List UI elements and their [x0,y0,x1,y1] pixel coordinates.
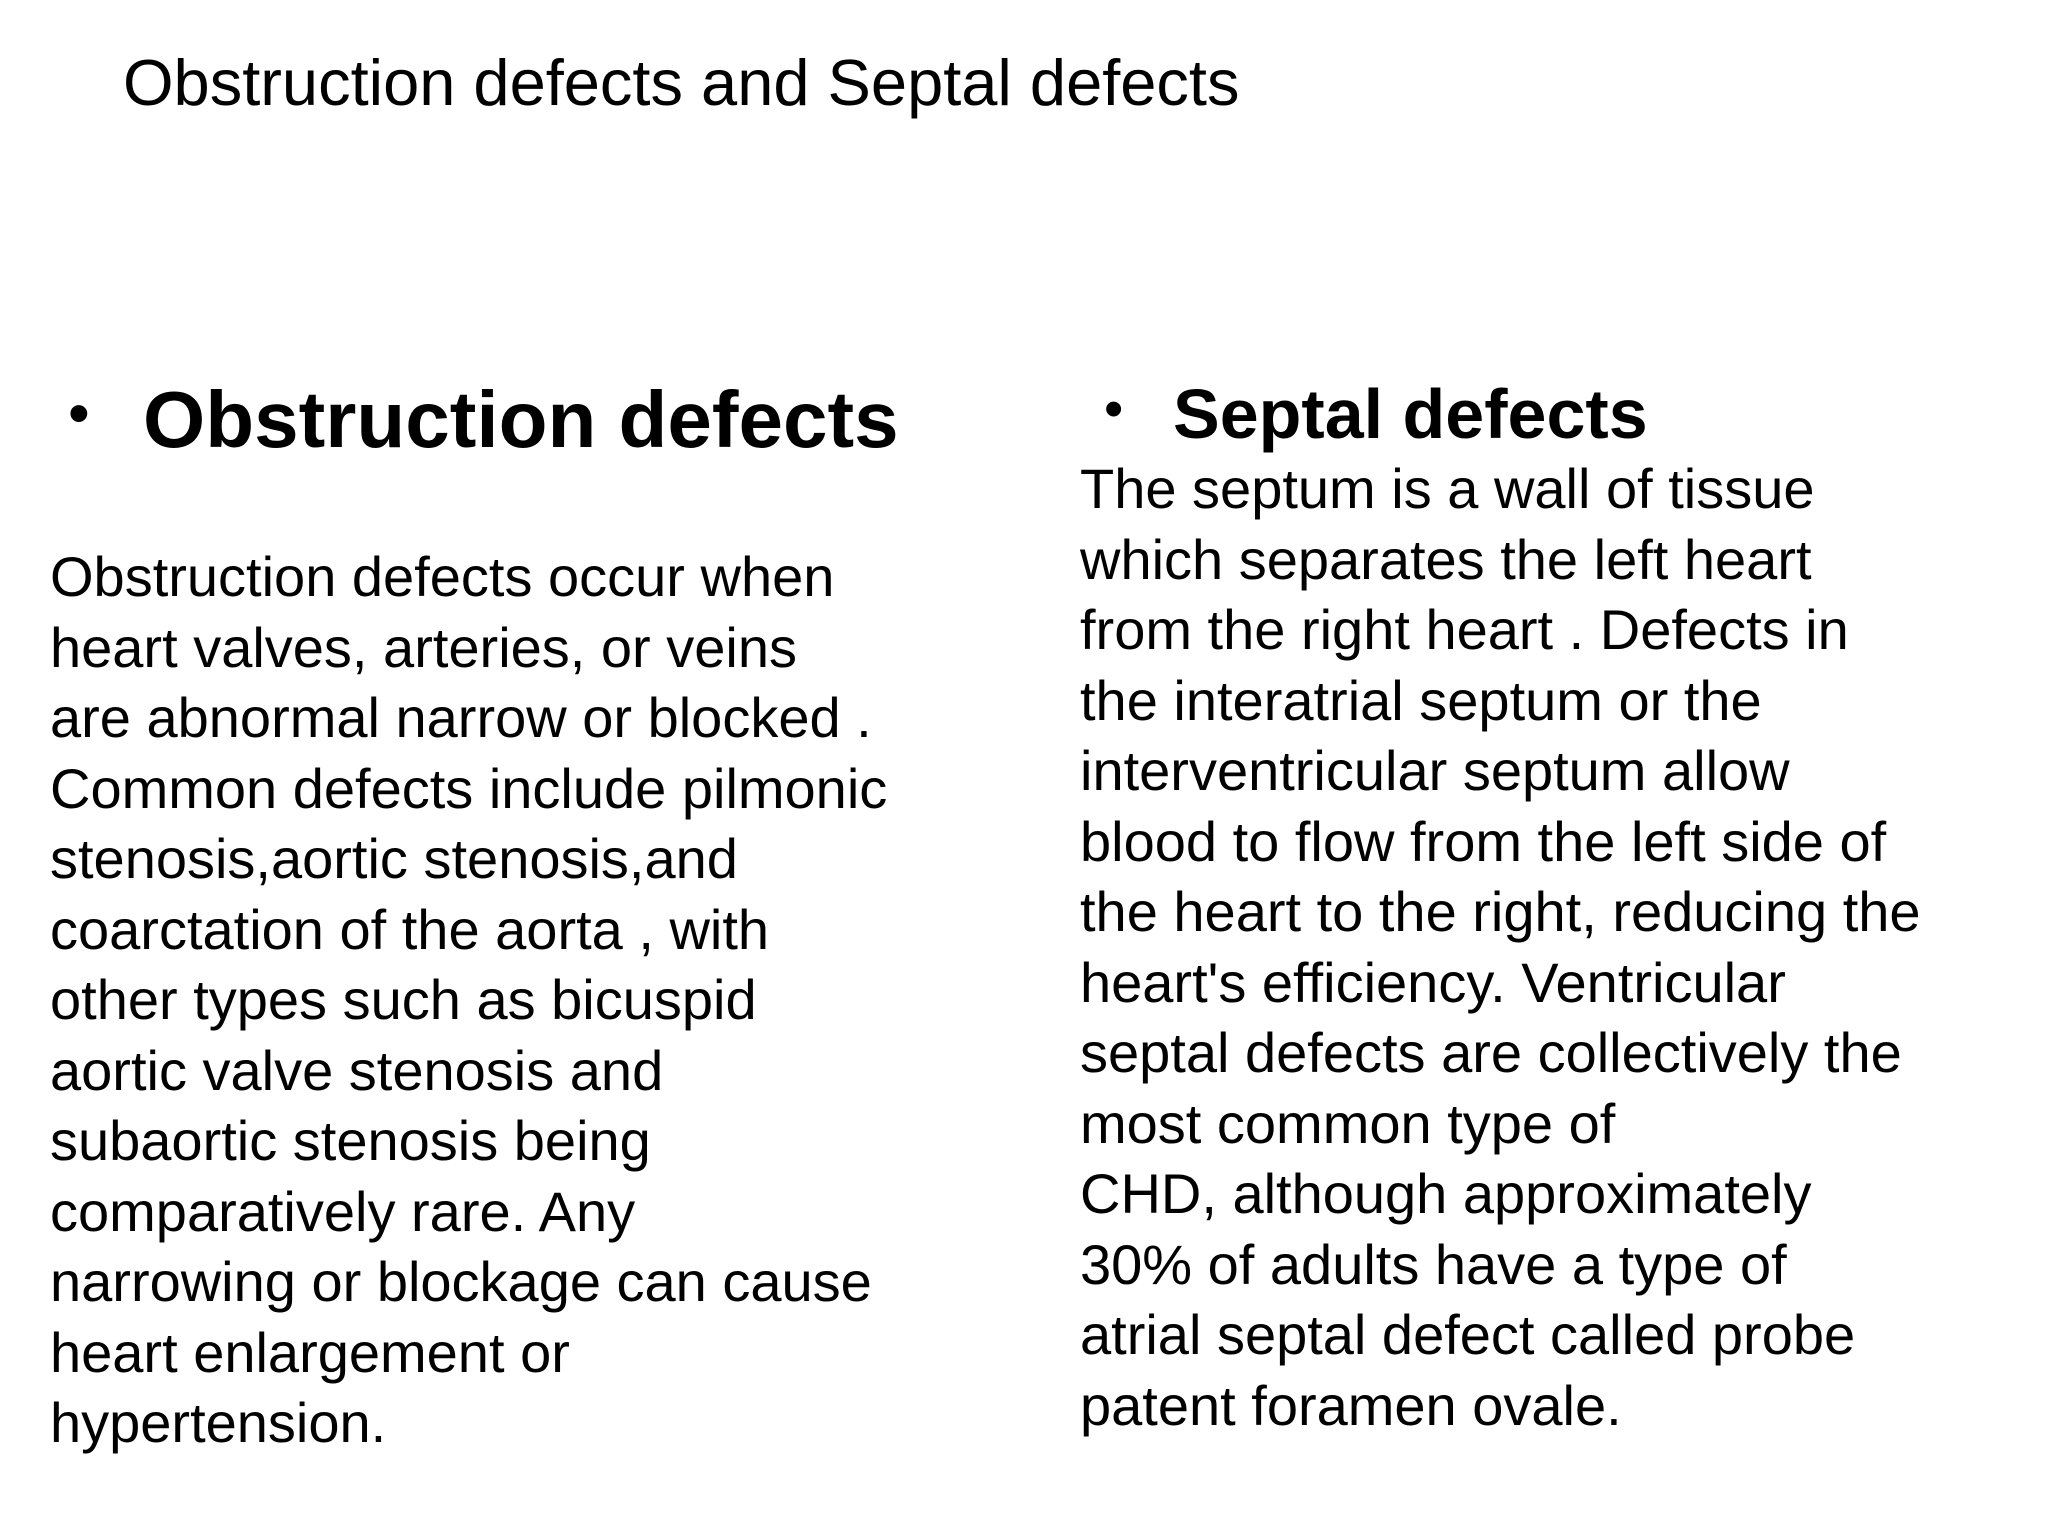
septal-defects-column [1080,370,2030,1441]
obstruction-defects-heading-text: Obstruction defects [143,375,899,464]
obstruction-defects-column [50,370,1010,1459]
septal-defects-heading [1080,370,2030,458]
septal-defects-paragraph: The septum is a wall of tissue which separates the left heart from the right heart . Defects in the interatrial septum or the interventricular septum allow blood to flow from the left side of the heart to the right, reducing the heart's efficiency. Ventricular septal defects are collectively the most common type of CHD, although approximately 30% of adults have a type of atrial septal defect called probe patent foramen ovale. [1080,457,1921,1437]
slide-title: Obstruction defects and Septal defects [123,46,1240,119]
bullet-icon: • [1104,377,1124,439]
septal-defects-heading-text: Septal defects [1173,375,1648,453]
obstruction-defects-paragraph: Obstruction defects occur when heart valves, arteries, or veins are abnormal narrow or blocked . Common defects include pilmonic stenosis,aortic stenosis,and coarctation of the aorta , with other types such as bicuspid aortic valve stenosis and subaortic stenosis being comparatively rare. Any narrowing or blockage can cause heart enlargement or hypertension. [50,545,888,1454]
obstruction-defects-heading [50,370,1010,470]
bullet-icon: • [68,379,90,448]
